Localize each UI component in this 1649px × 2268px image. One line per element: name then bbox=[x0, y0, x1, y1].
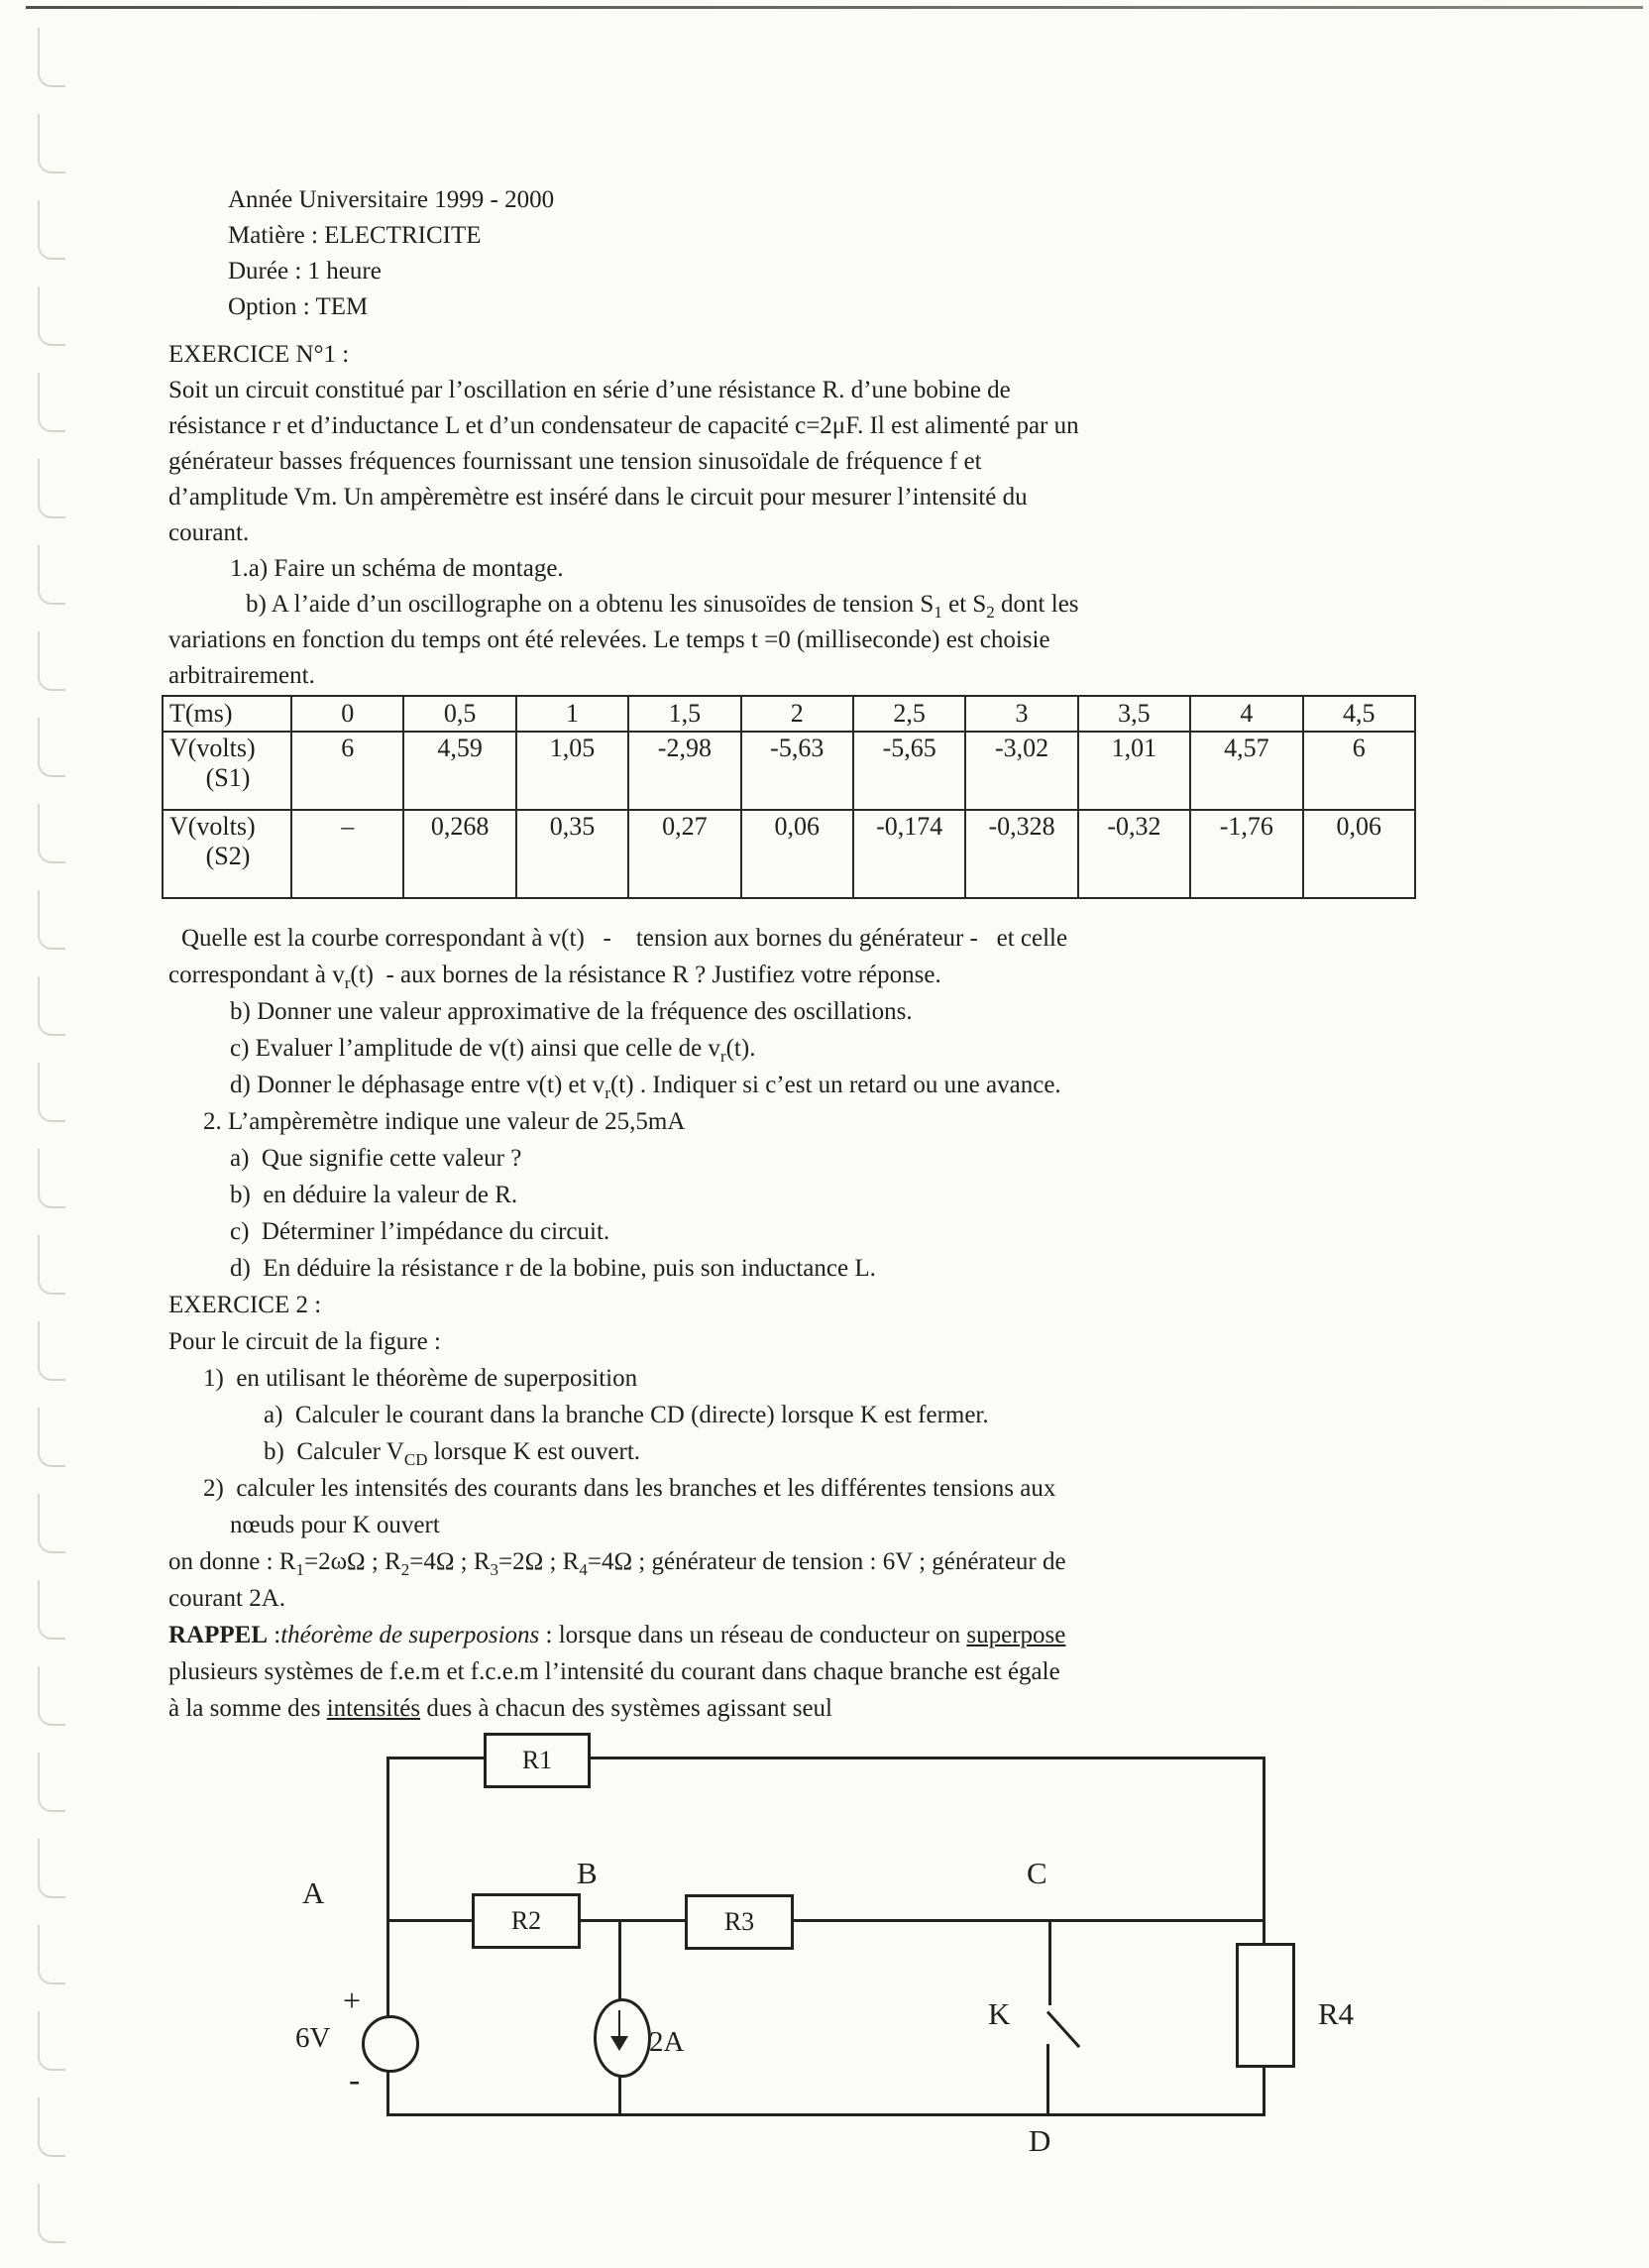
text-line: EXERCICE N°1 : bbox=[168, 341, 350, 368]
table-value-cell: 1,05 bbox=[516, 732, 628, 810]
binding-mark bbox=[38, 28, 65, 87]
text-line: a) Calculer le courant dans la branche CD (directe) lorsque K est fermer. bbox=[264, 1402, 989, 1428]
switch-k-label: K bbox=[988, 1996, 1011, 2031]
table-value-cell: -5,63 bbox=[741, 732, 853, 810]
voltage-source-minus: - bbox=[349, 2062, 361, 2098]
resistor-r2 bbox=[472, 1893, 581, 1949]
node-a-label: A bbox=[302, 1875, 325, 1910]
text-line: b) A l’aide d’un oscillographe on a obtenu les sinusoïdes de tension $S_1$ et $S_2$ dont les bbox=[246, 591, 1079, 622]
text-line: résistance r et d’inductance L et d’un condensateur de capacité c=2μF. Il est alimenté par un bbox=[168, 412, 1079, 439]
questions-text bbox=[0, 920, 1649, 1727]
table-value-cell: 0,06 bbox=[1303, 810, 1415, 898]
table-time-header: 1,5 bbox=[628, 696, 740, 732]
table-value-cell: -5,65 bbox=[853, 732, 965, 810]
table-value-cell: -0,174 bbox=[853, 810, 965, 898]
resistor-r4 bbox=[1236, 1943, 1295, 2068]
current-source-arrow-shaft bbox=[618, 2010, 620, 2038]
text-line: RAPPEL :théorème de superposions : lorsque dans un réseau de conducteur on superpose bbox=[168, 1622, 1066, 1648]
text-line: Quelle est la courbe correspondant à v(t) - tension aux bornes du générateur - et celle bbox=[181, 925, 1068, 952]
table-value-cell: -1,76 bbox=[1190, 810, 1302, 898]
switch-lower-wire bbox=[1046, 2044, 1049, 2113]
text-line: c) Déterminer l’impédance du circuit. bbox=[230, 1218, 610, 1245]
text-line: 1.a) Faire un schéma de montage. bbox=[230, 555, 564, 582]
text-line: d) En déduire la résistance r de la bobine, puis son inductance L. bbox=[230, 1255, 876, 1282]
binding-mark bbox=[38, 718, 65, 777]
text-line: d) Donner le déphasage entre v(t) et $v_r(t)$ . Indiquer si c’est un retard ou une avance. bbox=[230, 1072, 1061, 1102]
table-time-header: 4 bbox=[1190, 696, 1302, 732]
table-time-header: 2,5 bbox=[853, 696, 965, 732]
resistor-r4-label: R4 bbox=[1318, 1996, 1355, 2031]
switch-upper-wire bbox=[1048, 1922, 1051, 2005]
table-time-header: 1 bbox=[516, 696, 628, 732]
table-value-cell: 0,268 bbox=[403, 810, 515, 898]
table-time-header: 0,5 bbox=[403, 696, 515, 732]
table-value-cell: 0,06 bbox=[741, 810, 853, 898]
table-value-cell: 6 bbox=[1303, 732, 1415, 810]
resistor-r3 bbox=[685, 1894, 794, 1950]
table-time-header: 3 bbox=[965, 696, 1077, 732]
voltage-table bbox=[162, 695, 1416, 899]
switch-blade bbox=[1046, 2010, 1080, 2048]
text-line: 2. L’ampèremètre indique une valeur de 25,5mA bbox=[203, 1108, 686, 1135]
wire-bottom bbox=[386, 2113, 1265, 2116]
text-line: b) Calculer $V_{CD}$ lorsque K est ouvert. bbox=[264, 1438, 641, 1469]
text-line: b) en déduire la valeur de R. bbox=[230, 1182, 518, 1208]
table-value-cell: -2,98 bbox=[628, 732, 740, 810]
binding-mark bbox=[38, 200, 65, 260]
table-value-cell: -0,32 bbox=[1078, 810, 1190, 898]
text-line: Année Universitaire 1999 - 2000 bbox=[228, 186, 555, 213]
text-line: arbitrairement. bbox=[168, 662, 315, 689]
text-line: courant 2A. bbox=[168, 1585, 286, 1612]
text-line: nœuds pour K ouvert bbox=[230, 1512, 440, 1538]
text-line: Matière : ELECTRICITE bbox=[228, 222, 482, 249]
table-time-header: 0 bbox=[291, 696, 403, 732]
node-c-label: C bbox=[1027, 1856, 1047, 1890]
current-source-arrow-head bbox=[610, 2036, 628, 2051]
text-line: b) Donner une valeur approximative de la fréquence des oscillations. bbox=[230, 998, 913, 1025]
resistor-r2-label: R2 bbox=[510, 1906, 542, 1935]
text-line: EXERCICE 2 : bbox=[168, 1292, 322, 1318]
table-value-cell: – bbox=[291, 810, 403, 898]
table-value-cell: 1,01 bbox=[1078, 732, 1190, 810]
text-line: on donne : $R_1=2\omega\Omega$ ; $R_2=4\Omega$ ; $R_3=2\Omega$ ; $R_4=4\Omega$ ; générateur de tension : 6V ; générateur de bbox=[168, 1548, 1066, 1579]
scan-edge-artifact bbox=[26, 6, 1643, 9]
circuit-diagram bbox=[0, 1727, 1649, 2252]
text-line: Pour le circuit de la figure : bbox=[168, 1328, 441, 1355]
text-line: variations en fonction du temps ont été relevées. Le temps t =0 (milliseconde) est choisie bbox=[168, 626, 1050, 653]
node-d-label: D bbox=[1029, 2123, 1051, 2158]
exam-header bbox=[228, 182, 554, 325]
table-row-label: V(volts) (S2) bbox=[163, 810, 291, 898]
text-line: générateur basses fréquences fournissant une tension sinusoïdale de fréquence f et bbox=[168, 448, 982, 475]
text-line: correspondant à $v_r(t)$ - aux bornes de la résistance R ? Justifiez votre réponse. bbox=[168, 962, 941, 992]
text-line: a) Que signifie cette valeur ? bbox=[230, 1145, 522, 1172]
resistor-r3-label: R3 bbox=[723, 1907, 755, 1936]
text-line: 2) calculer les intensités des courants dans les branches et les différentes tensions aux bbox=[203, 1475, 1056, 1502]
table-value-cell: 0,35 bbox=[516, 810, 628, 898]
text-line: à la somme des intensités dues à chacun des systèmes agissant seul bbox=[168, 1695, 832, 1722]
table-value-cell: 4,57 bbox=[1190, 732, 1302, 810]
voltage-source-plus: + bbox=[343, 1983, 362, 2018]
text-line: Option : TEM bbox=[228, 293, 369, 320]
text-line: plusieurs systèmes de f.e.m et f.c.e.m l’intensité du courant dans chaque branche est égale bbox=[168, 1658, 1060, 1685]
table-value-cell: 6 bbox=[291, 732, 403, 810]
current-source-label: 2A bbox=[649, 2026, 685, 2058]
text-line: c) Evaluer l’amplitude de v(t) ainsi que celle de $v_r(t)$. bbox=[230, 1035, 756, 1066]
voltage-source-label: 6V bbox=[295, 2022, 331, 2054]
table-value-cell: -0,328 bbox=[965, 810, 1077, 898]
text-line: Soit un circuit constitué par l’oscillation en série d’une résistance R. d’une bobine de bbox=[168, 377, 1011, 403]
resistor-r1 bbox=[484, 1733, 591, 1788]
text-line: Durée : 1 heure bbox=[228, 258, 382, 284]
table-value-cell: 4,59 bbox=[403, 732, 515, 810]
node-b-label: B bbox=[577, 1856, 598, 1890]
exercise1-text bbox=[0, 337, 1649, 694]
voltage-source-icon bbox=[362, 2015, 419, 2073]
text-line: d’amplitude Vm. Un ampèremètre est inséré dans le circuit pour mesurer l’intensité du bbox=[168, 484, 1028, 510]
branch-b-wire bbox=[618, 1922, 621, 2004]
binding-mark bbox=[38, 114, 65, 173]
table-time-header: 4,5 bbox=[1303, 696, 1415, 732]
resistor-r1-label: R1 bbox=[521, 1746, 553, 1774]
table-time-header: 2 bbox=[741, 696, 853, 732]
text-line: courant. bbox=[168, 519, 250, 546]
table-corner-cell: T(ms) bbox=[163, 696, 291, 732]
binding-mark bbox=[38, 804, 65, 863]
table-value-cell: -3,02 bbox=[965, 732, 1077, 810]
table-row-label: V(volts) (S1) bbox=[163, 732, 291, 810]
table-time-header: 3,5 bbox=[1078, 696, 1190, 732]
table-value-cell: 0,27 bbox=[628, 810, 740, 898]
text-line: 1) en utilisant le théorème de superposition bbox=[203, 1365, 638, 1392]
